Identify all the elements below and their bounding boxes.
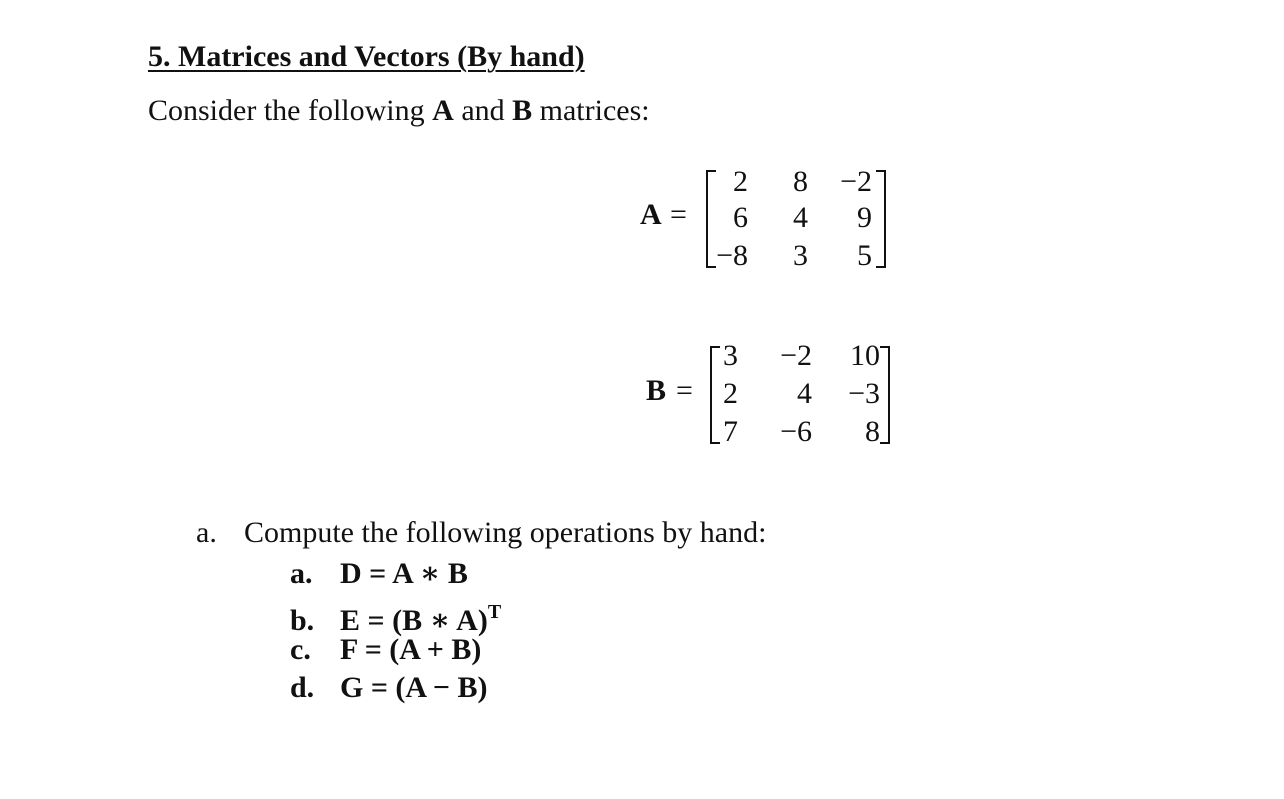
matrix-b-cell: −2 bbox=[780, 339, 812, 372]
matrix-a-cell: 9 bbox=[857, 201, 872, 234]
matrix-a-cell: −2 bbox=[840, 165, 872, 198]
matrix-a-cell: 6 bbox=[733, 201, 748, 234]
sub-question-list bbox=[290, 555, 501, 707]
matrix-b-cell: −3 bbox=[848, 377, 880, 410]
sub-question-marker: a. bbox=[290, 557, 313, 590]
matrix-b-cell: 10 bbox=[850, 339, 880, 372]
question-a bbox=[196, 516, 766, 550]
matrix-a-cell: 3 bbox=[793, 239, 808, 272]
sub-question-marker: d. bbox=[290, 671, 315, 704]
sub-question-d bbox=[290, 669, 501, 707]
section-heading: 5. Matrices and Vectors (By hand) bbox=[148, 40, 585, 73]
sub-question-expression: D = A ∗ B bbox=[340, 557, 468, 590]
matrix-a-cell: 8 bbox=[793, 165, 808, 198]
matrix-a-cell: −8 bbox=[716, 239, 748, 272]
matrix-b-right-bracket bbox=[880, 346, 890, 444]
intro-matrix-a-name: A bbox=[432, 94, 454, 127]
matrix-b-cell: 4 bbox=[797, 377, 812, 410]
sub-question-expression: F = (A + B) bbox=[340, 633, 482, 666]
transpose-superscript: T bbox=[487, 601, 502, 623]
matrix-b-equals: = bbox=[676, 374, 693, 407]
intro-text-post: matrices: bbox=[532, 94, 650, 127]
matrix-b-cell: 3 bbox=[723, 339, 738, 372]
matrix-b-label: B bbox=[646, 374, 667, 407]
matrix-a-cell: 4 bbox=[793, 201, 808, 234]
intro-matrix-b-name: B bbox=[512, 94, 533, 127]
matrix-a-label: A bbox=[640, 198, 662, 231]
sub-question-expression: G = (A − B) bbox=[340, 671, 488, 704]
matrix-b-cell: 2 bbox=[723, 377, 738, 410]
intro-sentence bbox=[148, 94, 650, 128]
sub-question-a bbox=[290, 555, 501, 593]
sub-question-b bbox=[290, 593, 502, 637]
sub-question-expression: E = (B ∗ A) bbox=[340, 604, 488, 637]
matrix-a-right-bracket bbox=[876, 170, 886, 268]
sub-question-marker: b. bbox=[290, 604, 315, 637]
intro-text-mid: and bbox=[453, 94, 513, 127]
intro-text-pre: Consider the following bbox=[148, 94, 433, 127]
sub-question-marker: c. bbox=[290, 633, 311, 666]
question-text: Compute the following operations by hand: bbox=[244, 516, 767, 549]
matrix-a-cell: 5 bbox=[857, 239, 872, 272]
matrix-a-equals: = bbox=[670, 198, 687, 231]
matrix-b-cell: 8 bbox=[865, 415, 880, 448]
sub-question-c bbox=[290, 631, 501, 669]
matrix-b-cell: −6 bbox=[780, 415, 812, 448]
matrix-b-cell: 7 bbox=[723, 415, 738, 448]
matrix-a-cell: 2 bbox=[733, 165, 748, 198]
question-marker: a. bbox=[196, 516, 217, 549]
